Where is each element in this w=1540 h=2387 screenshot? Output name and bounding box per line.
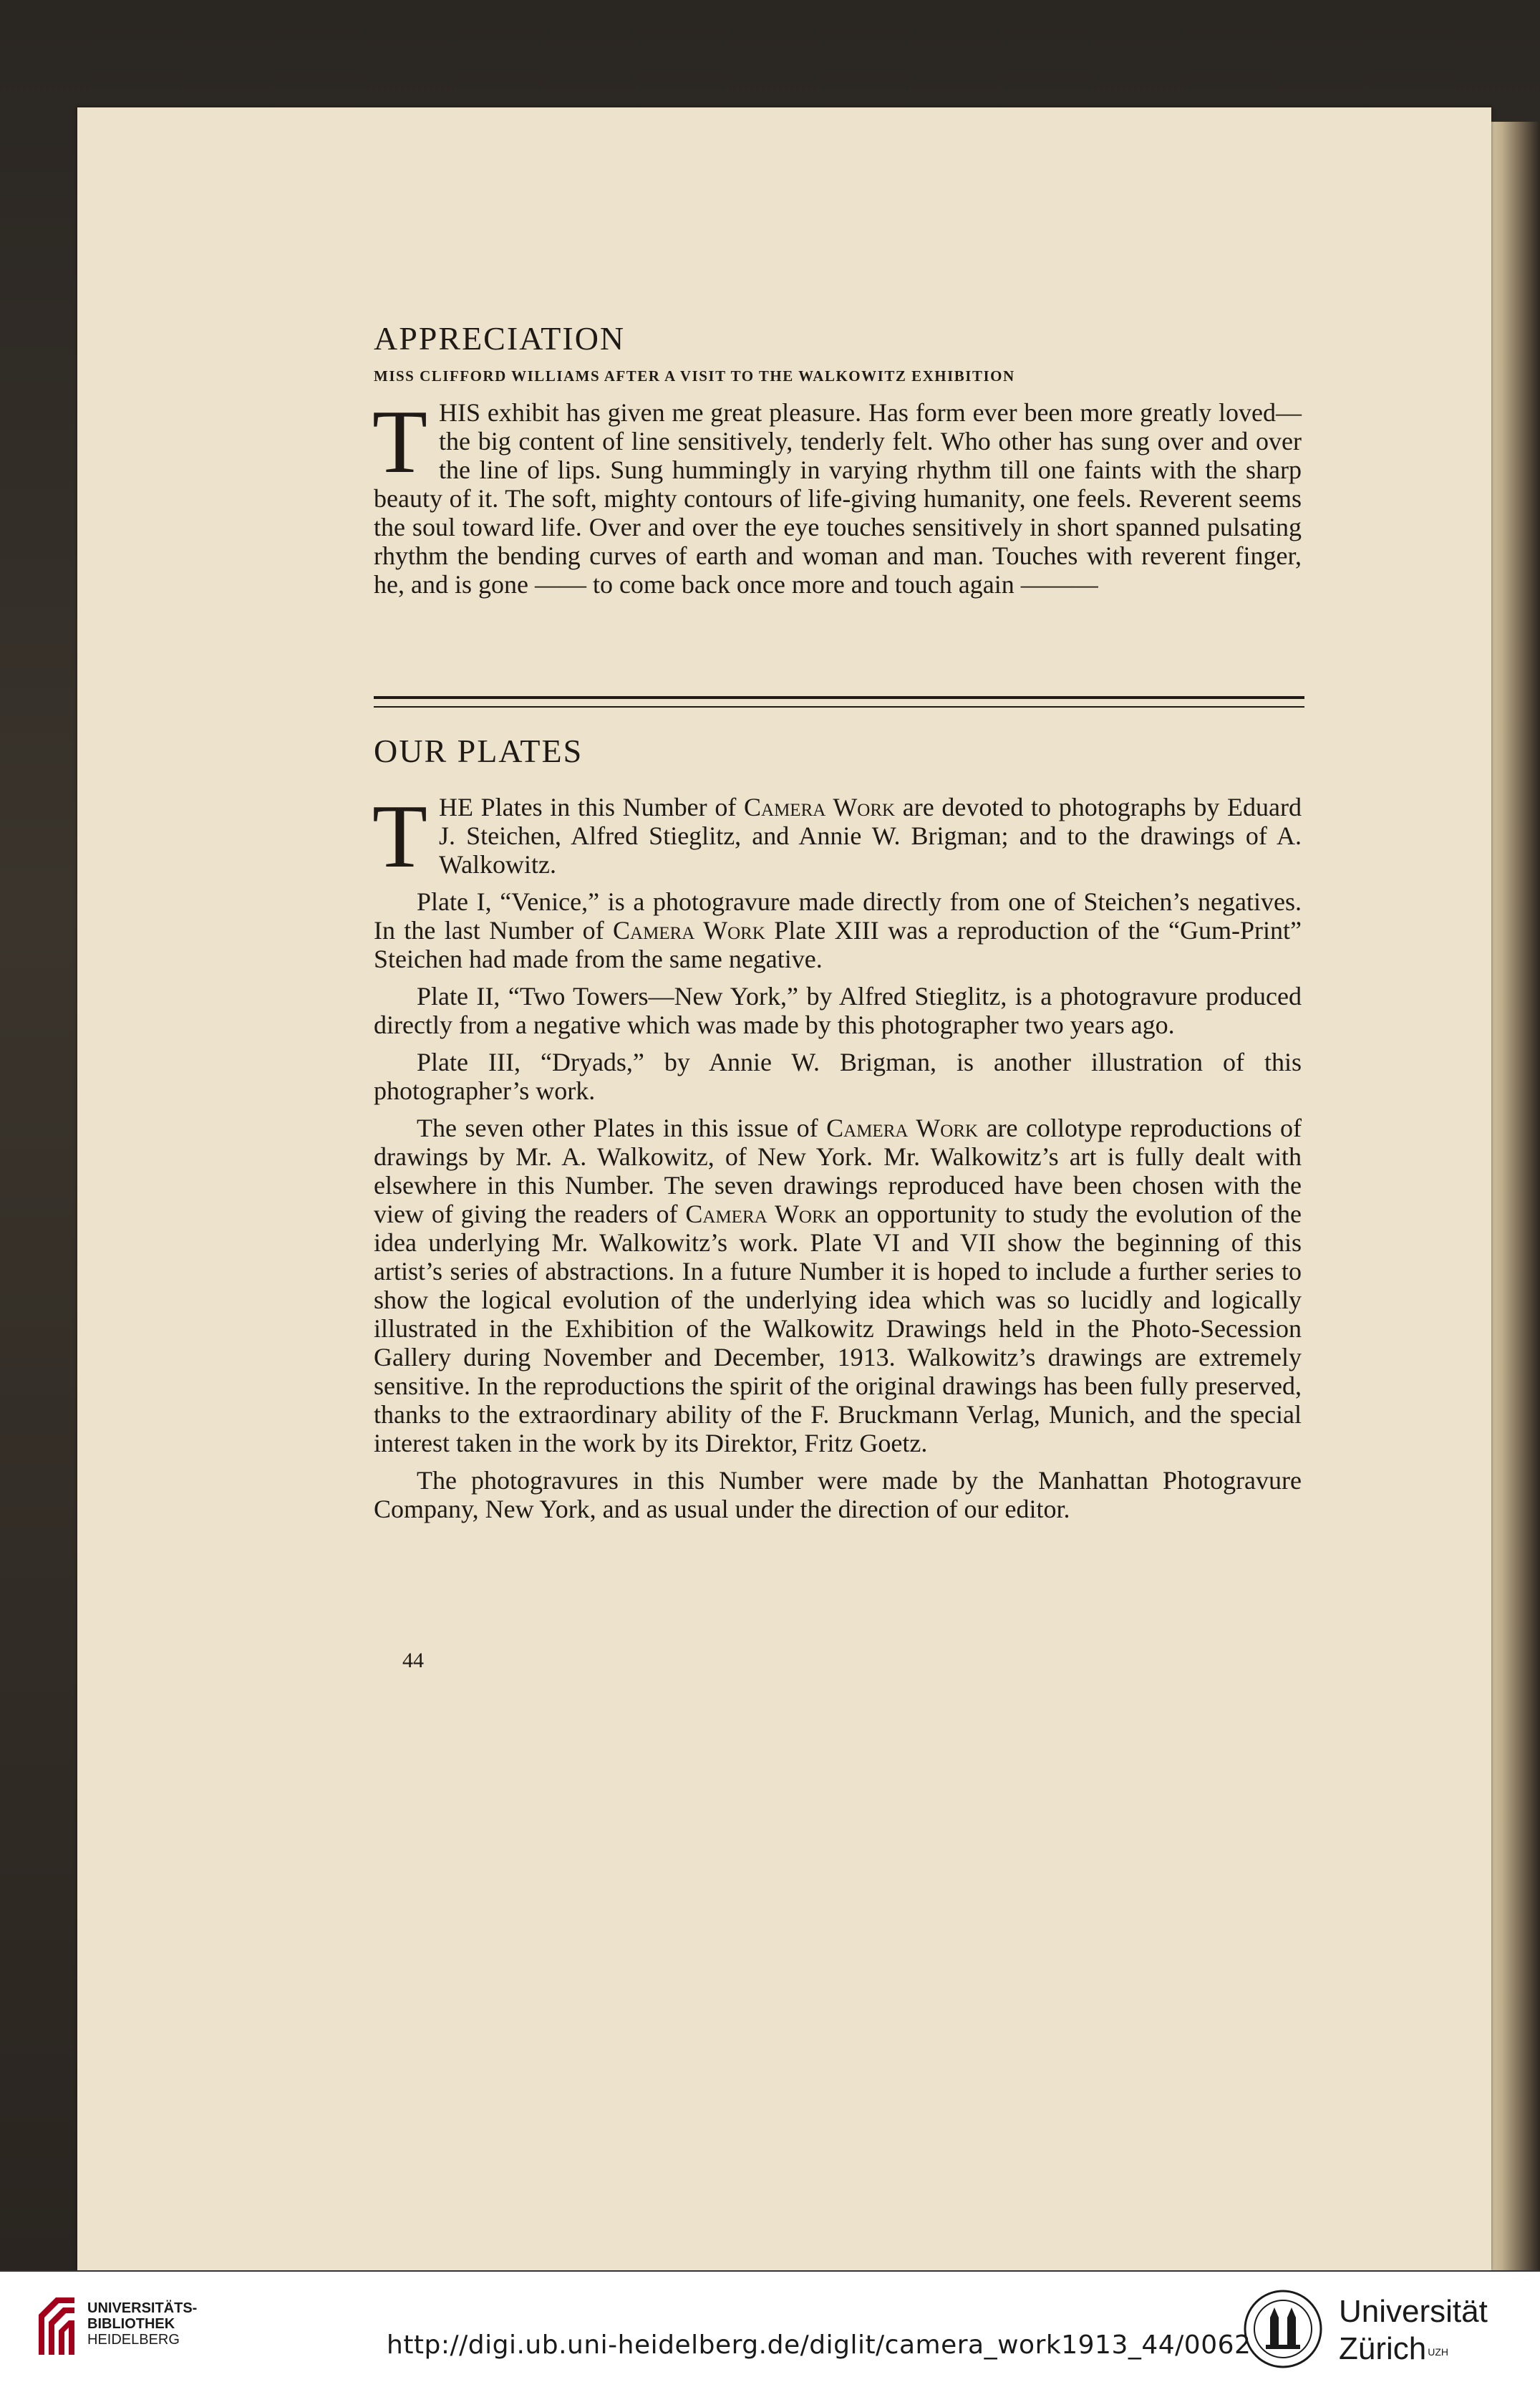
appreciation-subtitle: MISS CLIFFORD WILLIAMS AFTER A VISIT TO THE WALKOWITZ EXHIBITION [374,367,1015,385]
camera-work-title: Camera Work [826,1113,979,1142]
library-name-line-2: BIBLIOTHEK [87,2316,175,2332]
walkowitz-text-b: are collotype reproductions of drawings by Mr. A. Walkowitz, of New York. Mr. Walkowitz’s art is fully dealt with elsewhere in this Number. The seven drawings reproduced have been chosen with the view of giving the readers of [374,1113,1302,1228]
plate-i-text-b: Plate XIII was a reproduction of the “Gum-Print” Steichen had made from the same negative. [374,915,1302,973]
library-name-line-3: HEIDELBERG [87,2332,180,2348]
camera-work-title: Camera Work [613,915,765,945]
plates-dropcap: T [372,786,427,887]
camera-work-title: Camera Work [685,1199,837,1228]
walkowitz-paragraph [374,1114,1302,1457]
digitization-footer [0,2270,1540,2387]
appreciation-text: HIS exhibit has given me great pleasure. Has form ever been more greatly loved—the big content of line sensitively, tenderly felt. Who other has sung over and over the line of lips. Sung hummingly in varying rhythm till one faints with the sharp beauty of it. The soft, mighty contours of life-giving humanity, one feels. Reverent seems the soul toward life. Over and over the eye touches sensitively in short spanned pulsating rhythm the bending curves of earth and woman and man. Touches with reverent finger, he, and is gone —— to come back once more and touch again ——— [374,397,1302,599]
uzh-name [1339,2293,1488,2368]
uzh-name-line-2: Zürich [1339,2331,1427,2366]
plates-intro-text-b: are devoted to photographs by Eduard J. Steichen, Alfred Stieglitz, and Annie W. Brigman; and to the drawings of A. Walkowitz. [438,792,1302,879]
photogravures-paragraph: The photogravures in this Number were made by the Manhattan Photogravure Company, New York, and as usual under the direction of our editor. [374,1465,1302,1523]
plate-ii-paragraph: Plate II, “Two Towers—New York,” by Alfred Stieglitz, is a photogravure produced directly from a negative which was made by this photographer two years ago. [374,981,1302,1039]
our-plates-section [374,733,1302,1523]
appreciation-dropcap: T [372,392,427,492]
our-plates-title: OUR PLATES [374,733,583,769]
plate-i-text-a: Plate I, “Venice,” is a photogravure made directly from one of Steichen’s negatives. In the last Number of [374,887,1302,945]
page-number: 44 [402,1649,424,1672]
appreciation-section [374,321,1302,599]
plates-intro-paragraph [372,786,1302,887]
section-divider [374,696,1304,708]
ub-heidelberg-name [87,2300,197,2348]
uzh-seal-icon [1243,2289,1323,2369]
plates-intro-text-a: HE Plates in this Number of [438,792,744,821]
plate-iii-paragraph: Plate III, “Dryads,” by Annie W. Brigman, is another illustration of this photographer’s work. [374,1047,1302,1105]
book-page-edge [1486,122,1540,2270]
ub-heidelberg-logo-icon [34,2293,79,2359]
uzh-name-line-1: Universität [1339,2294,1488,2329]
appreciation-title: APPRECIATION [374,320,626,357]
camera-work-title: Camera Work [744,792,896,821]
walkowitz-text-c: an opportunity to study the evolution of the idea underlying Mr. Walkowitz’s work. Plate VI and VII show the beginning of this artist’s series of abstractions. In a future Number it is hoped to include a further series to show the logical evolution of the underlying idea which was so lucidly and logically illustrated in the Exhibition of the Walkowitz Drawings held in the Photo-Secession Gallery during November and December, 1913. Walkowitz’s drawings are extremely sensitive. In the reproductions the spirit of the original drawings has been fully preserved, thanks to the extraordinary ability of the F. Bruckmann Verlag, Munich, and the special interest taken in the work by its Direktor, Fritz Goetz. [374,1199,1302,1457]
plate-i-paragraph [374,887,1302,973]
walkowitz-text-a: The seven other Plates in this issue of [417,1113,827,1142]
appreciation-paragraph [372,392,1302,599]
uzh-name-line-2-wrap [1339,2330,1488,2368]
source-url-link[interactable]: http://digi.ub.uni-heidelberg.de/diglit/camera_work1913_44/0062 [387,2330,1251,2360]
uzh-abbreviation: UZH [1428,2346,1449,2358]
library-name-line-1: UNIVERSITÄTS- [87,2300,198,2316]
